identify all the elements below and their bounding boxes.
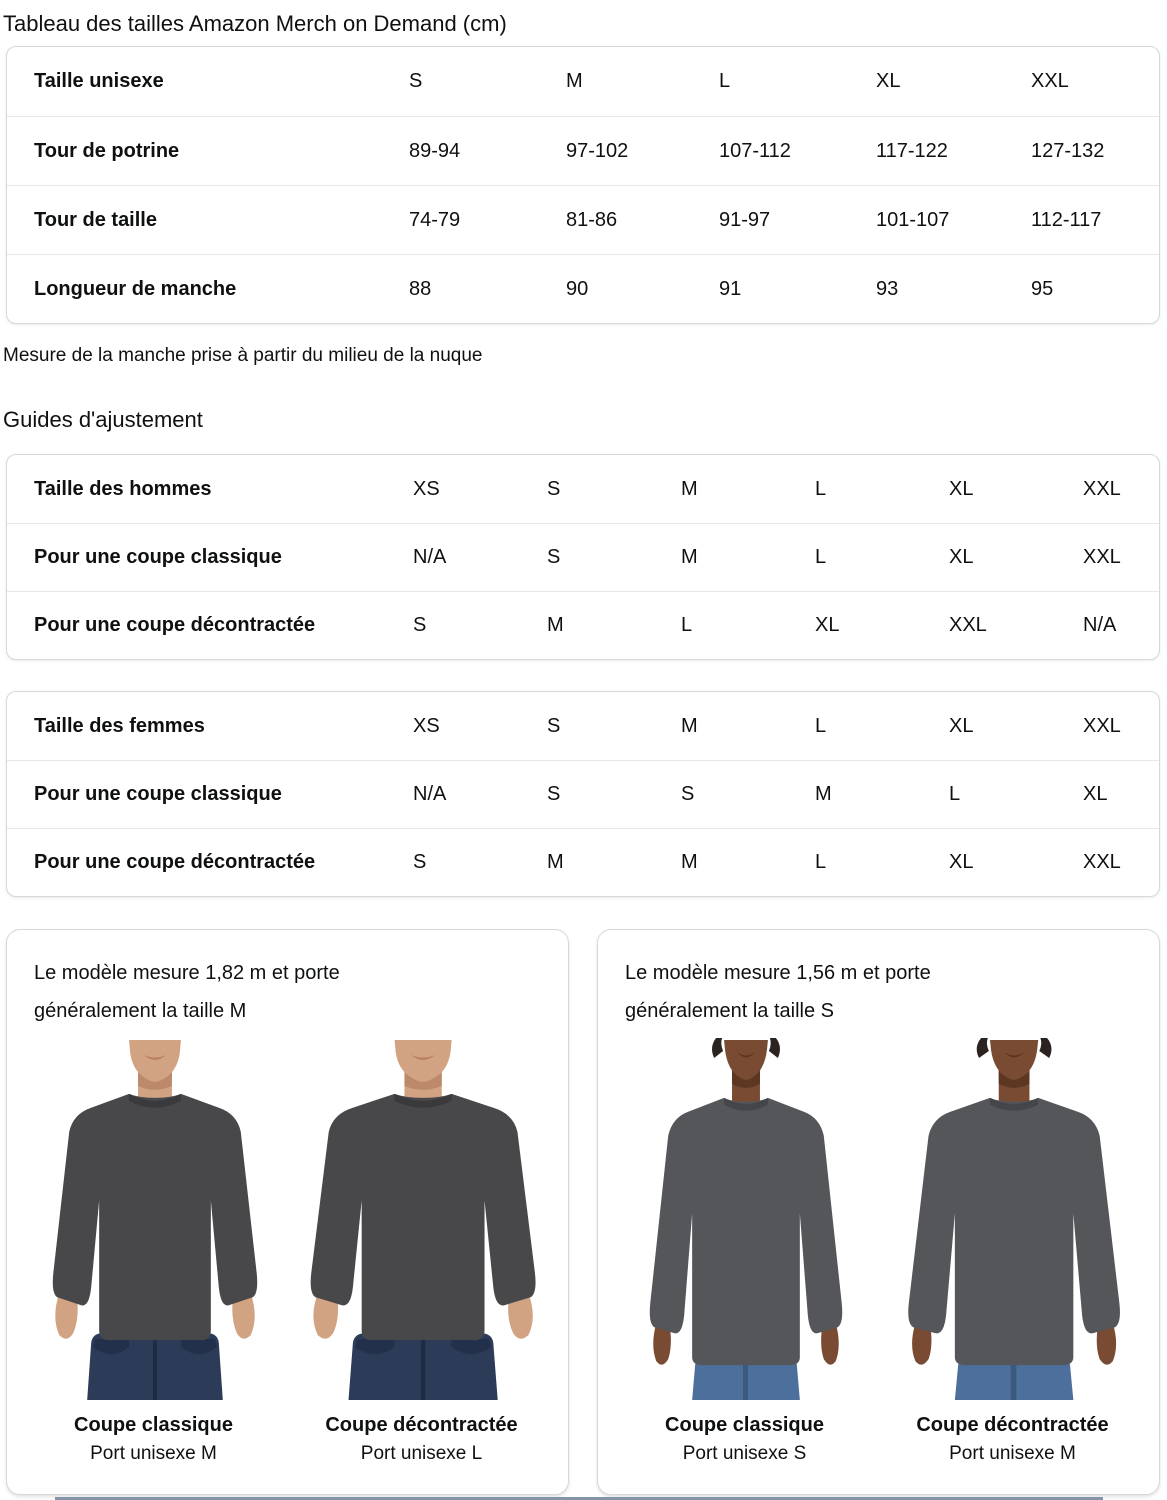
- size-cell: XXL: [1083, 714, 1121, 737]
- size-cell: L: [815, 477, 827, 500]
- figure-size-label: Port unisexe L: [360, 1443, 483, 1464]
- table-row: [7, 591, 1159, 659]
- value-cell: 93: [876, 277, 899, 300]
- value-cell: 112-117: [1031, 208, 1102, 231]
- size-cell: L: [719, 70, 731, 92]
- row-label: Pour une coupe décontractée: [34, 614, 316, 636]
- row-label: Longueur de manche: [34, 277, 237, 300]
- women-fit-table: [6, 691, 1160, 897]
- size-cell: M: [681, 477, 698, 500]
- size-cell: XL: [949, 714, 974, 737]
- page-title: Tableau des tailles Amazon Merch on Demand (cm): [3, 11, 507, 36]
- table-header-row: [7, 692, 1159, 760]
- female-model-relaxed-photo: [887, 1036, 1139, 1400]
- value-cell: N/A: [1083, 614, 1117, 636]
- model-figure-relaxed: [296, 1036, 548, 1465]
- men-fit-table: [6, 454, 1160, 660]
- male-model-classic-photo: [28, 1036, 280, 1400]
- size-cell: XS: [413, 714, 440, 737]
- value-cell: 97-102: [566, 139, 629, 162]
- value-cell: XL: [949, 851, 974, 873]
- table-row: [7, 185, 1159, 254]
- value-cell: L: [949, 783, 961, 805]
- value-cell: S: [547, 546, 561, 568]
- value-cell: 74-79: [409, 208, 461, 231]
- size-cell: S: [547, 714, 561, 737]
- value-cell: M: [681, 851, 698, 873]
- figure-size-label: Port unisexe M: [949, 1443, 1076, 1464]
- value-cell: S: [681, 783, 695, 805]
- row-label: Taille des femmes: [34, 714, 205, 737]
- value-cell: XL: [1083, 783, 1108, 805]
- card-heading: Le modèle mesure 1,56 m et porte généralement la taille S: [625, 962, 931, 1022]
- figure-fit-label: Coupe classique: [74, 1414, 233, 1436]
- value-cell: 107-112: [719, 139, 791, 162]
- value-cell: 101-107: [876, 208, 950, 231]
- value-cell: M: [547, 851, 564, 873]
- value-cell: N/A: [413, 546, 447, 568]
- size-cell: XL: [876, 70, 901, 92]
- figure-size-label: Port unisexe M: [90, 1443, 217, 1464]
- figure-fit-label: Coupe décontractée: [916, 1414, 1109, 1436]
- male-model-relaxed-photo: [296, 1036, 548, 1400]
- size-cell: M: [566, 70, 583, 92]
- row-label: Pour une coupe classique: [34, 546, 282, 568]
- card-heading: Le modèle mesure 1,82 m et porte généralement la taille M: [34, 962, 340, 1022]
- value-cell: L: [681, 614, 693, 636]
- value-cell: XL: [815, 614, 840, 636]
- value-cell: XL: [949, 546, 974, 568]
- table-row: [7, 523, 1159, 591]
- female-model-classic-photo: [619, 1036, 871, 1400]
- model-card-men: [6, 929, 569, 1495]
- size-cell: L: [815, 714, 827, 737]
- value-cell: 81-86: [566, 208, 618, 231]
- unisex-size-table: [6, 46, 1160, 324]
- row-label: Tour de taille: [34, 208, 157, 231]
- value-cell: S: [413, 851, 427, 873]
- value-cell: 127-132: [1031, 139, 1105, 162]
- model-cards-row: [6, 929, 1160, 1495]
- value-cell: L: [815, 851, 827, 873]
- row-label: Taille des hommes: [34, 477, 212, 500]
- value-cell: XXL: [1083, 851, 1121, 873]
- value-cell: M: [815, 783, 832, 805]
- value-cell: L: [815, 546, 827, 568]
- size-cell: S: [409, 70, 423, 92]
- table-header-row: [7, 455, 1159, 523]
- value-cell: S: [547, 783, 561, 805]
- value-cell: M: [547, 614, 564, 636]
- model-figure-relaxed: [887, 1036, 1139, 1465]
- row-label: Pour une coupe classique: [34, 783, 282, 805]
- figures-row: [7, 1036, 568, 1465]
- size-cell: M: [681, 714, 698, 737]
- value-cell: XXL: [1083, 546, 1121, 568]
- table-row: [7, 760, 1159, 828]
- fit-guides-heading: Guides d'ajustement: [3, 407, 203, 432]
- model-figure-classic: [28, 1036, 280, 1465]
- table-row: [7, 254, 1159, 323]
- size-cell: S: [547, 477, 561, 500]
- table-header-row: [7, 47, 1159, 116]
- value-cell: 95: [1031, 277, 1054, 300]
- row-label: Tour de potrine: [34, 139, 180, 162]
- figures-row: [598, 1036, 1159, 1465]
- figure-size-label: Port unisexe S: [682, 1443, 807, 1464]
- value-cell: 91: [719, 277, 742, 300]
- size-cell: XXL: [1083, 477, 1121, 500]
- value-cell: 88: [409, 277, 432, 300]
- size-cell: XS: [413, 477, 440, 500]
- value-cell: 90: [566, 277, 589, 300]
- figure-fit-label: Coupe décontractée: [325, 1414, 518, 1436]
- value-cell: 117-122: [876, 139, 948, 162]
- figure-fit-label: Coupe classique: [665, 1414, 824, 1436]
- value-cell: N/A: [413, 783, 447, 805]
- table-row: [7, 116, 1159, 185]
- value-cell: S: [413, 614, 427, 636]
- row-label: Pour une coupe décontractée: [34, 851, 316, 873]
- row-label: Taille unisexe: [34, 70, 164, 92]
- sleeve-measure-note: Mesure de la manche prise à partir du milieu de la nuque: [3, 345, 483, 366]
- value-cell: M: [681, 546, 698, 568]
- model-card-women: [597, 929, 1160, 1495]
- size-cell: XL: [949, 477, 974, 500]
- value-cell: 91-97: [719, 208, 771, 231]
- model-figure-classic: [619, 1036, 871, 1465]
- value-cell: 89-94: [409, 139, 461, 162]
- table-row: [7, 828, 1159, 896]
- size-cell: XXL: [1031, 70, 1069, 92]
- value-cell: XXL: [949, 614, 987, 636]
